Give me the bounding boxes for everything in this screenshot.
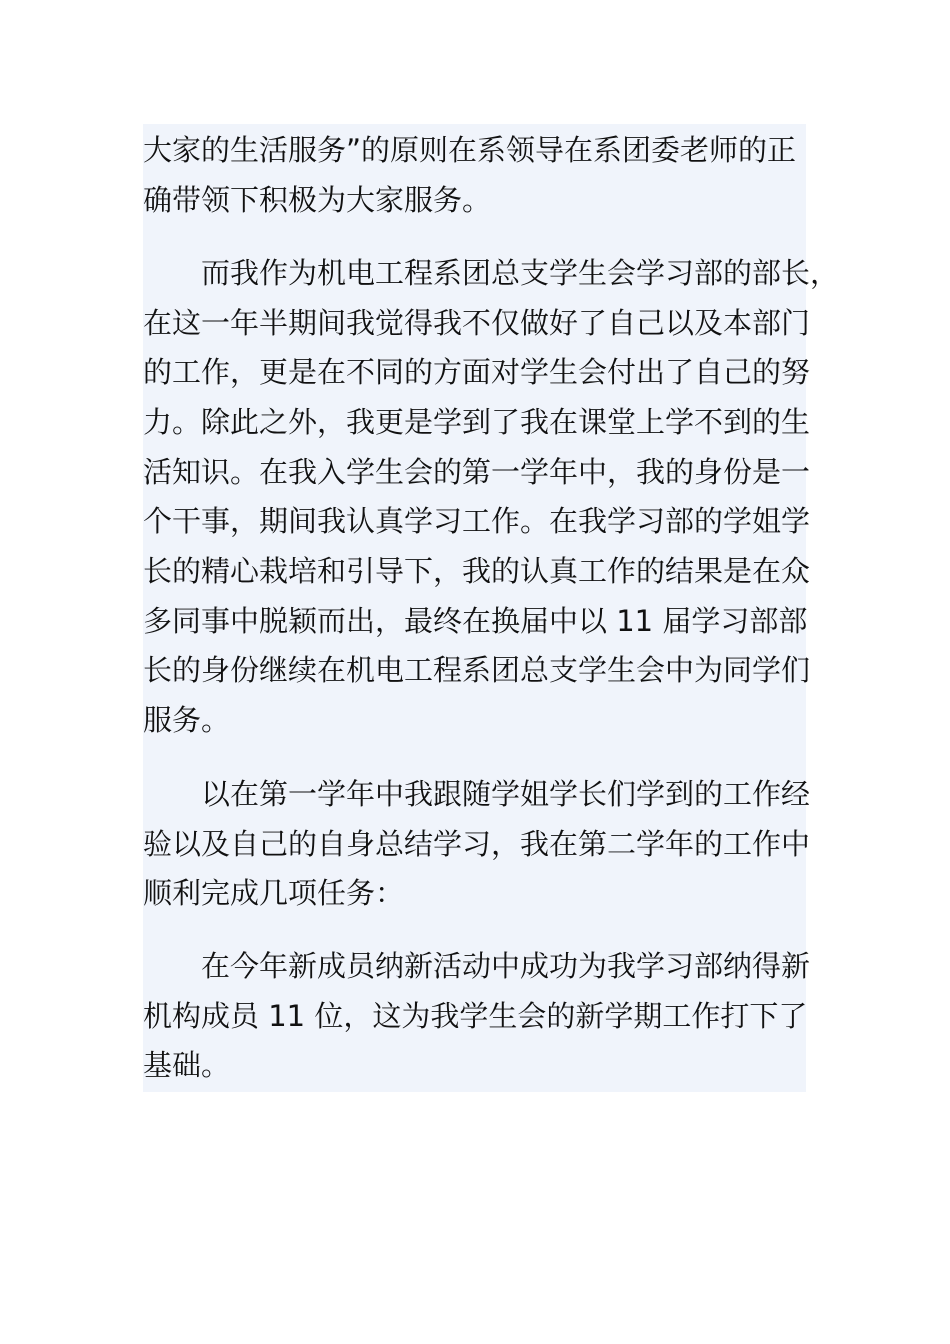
paragraph-2-line-10: 服务。 bbox=[143, 703, 231, 737]
paragraph-2-line-7: 长的精心栽培和引导下，我的认真工作的结果是在众 bbox=[143, 554, 811, 588]
paragraph-4-line-3: 基础。 bbox=[143, 1048, 231, 1082]
paragraph-1-line-2: 确带领下积极为大家服务。 bbox=[143, 183, 492, 217]
paragraph-2-line-5: 活知识。在我入学生会的第一学年中，我的身份是一 bbox=[143, 455, 811, 489]
paragraph-3-line-1: 以在第一学年中我跟随学姐学长们学到的工作经 bbox=[201, 777, 811, 811]
paragraph-2-line-2: 在这一年半期间我觉得我不仅做好了自己以及本部门 bbox=[143, 306, 811, 340]
paragraph-3-line-2: 验以及自己的自身总结学习，我在第二学年的工作中 bbox=[143, 827, 811, 861]
document-text-block bbox=[143, 124, 840, 1092]
paragraph-2-line-3: 的工作，更是在不同的方面对学生会付出了自己的努 bbox=[143, 355, 811, 389]
paragraph-3-line-3: 顺利完成几项任务： bbox=[143, 876, 405, 910]
paragraph-2-line-8: 多同事中脱颖而出，最终在换届中以 11 届学习部部 bbox=[143, 604, 808, 638]
paragraph-2-line-6: 个干事，期间我认真学习工作。在我学习部的学姐学 bbox=[143, 504, 811, 538]
paragraph-2-line-1: 而我作为机电工程系团总支学生会学习部的部长， bbox=[201, 256, 840, 290]
paragraph-4-line-1: 在今年新成员纳新活动中成功为我学习部纳得新 bbox=[201, 949, 811, 983]
paragraph-2-line-4: 力。除此之外，我更是学到了我在课堂上学不到的生 bbox=[143, 405, 811, 439]
paragraph-1-line-1: 大家的生活服务”的原则在系领导在系团委老师的正 bbox=[143, 133, 797, 167]
paragraph-4-line-2: 机构成员 11 位，这为我学生会的新学期工作打下了 bbox=[143, 999, 808, 1033]
paragraph-2-line-9: 长的身份继续在机电工程系团总支学生会中为同学们 bbox=[143, 653, 811, 687]
